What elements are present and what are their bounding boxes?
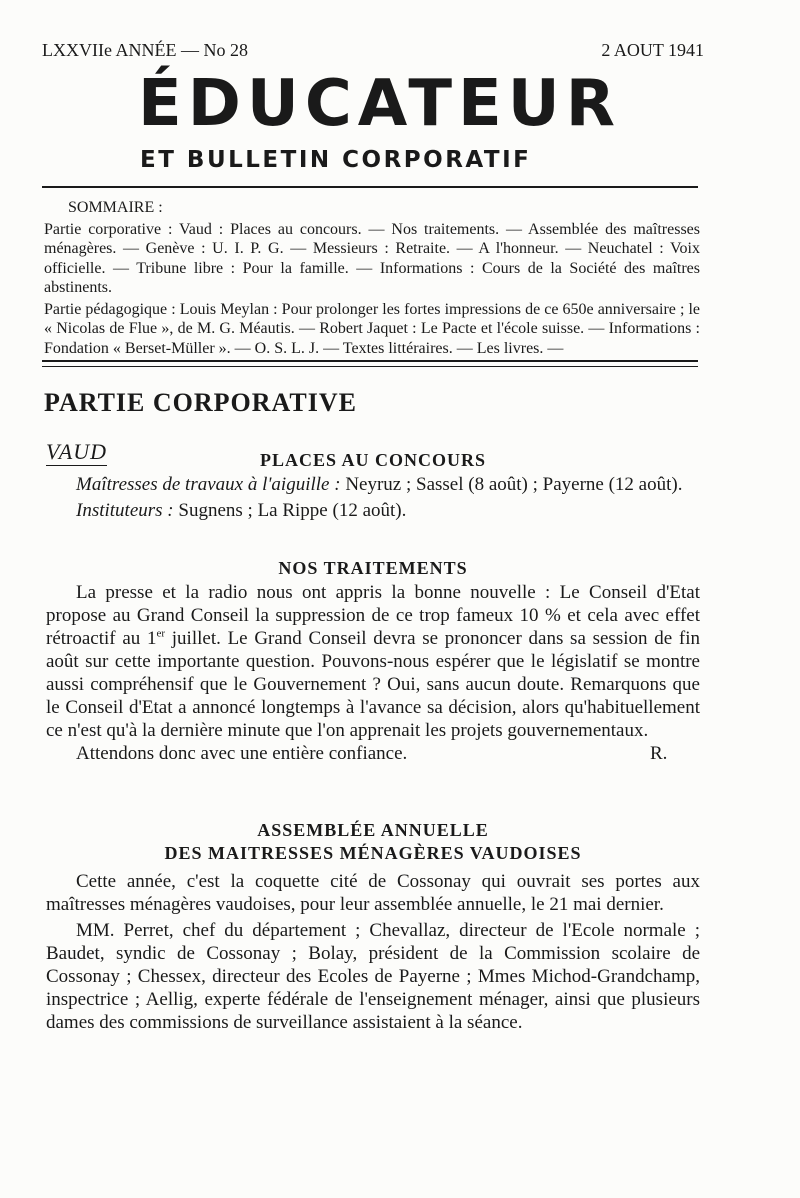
assemblee-paragraph-2: MM. Perret, chef du département ; Chevallaz, directeur de l'Ecole normale ; Baudet, syndic de Cossonay ; Bolay, président de la Commission scolaire de Cossonay ; Chessex, directeur des Ecoles de Payerne ; Mmes Michod-Grandchamp, inspectrice ; Aellig, experte fédérale de l'enseignement ménager, ainsi que plusieurs dames des commissions de surveillance assistaient à la séance. [46,920,700,1033]
masthead-title: ÉDUCATEUR [138,67,621,141]
traitements-paragraph-2 [46,742,700,765]
instituteurs-label: Instituteurs : [76,500,174,521]
traitements-paragraph-1 [46,581,700,742]
issue-date: 2 AOUT 1941 [601,40,704,60]
section-heading-partie-corporative: PARTIE CORPORATIVE [44,388,357,417]
canton-label-vaud: VAUD [46,439,108,464]
superscript-er: er [156,627,166,640]
traitements-text-b: juillet. Le Grand Conseil devra se prononcer dans sa session de fin août sur cette importante question. Pouvons-nous espérer que le législatif se montre aussi compréhensif que le Gouvernement ? Oui, sans aucun doute. Remarquons que le Conseil d'Etat a annoncé longtemps à l'avance sa décision, alors qu'habituellement ce n'est qu'à la dernière minute que l'on apprenait les projets gouvernementaux. [46,628,700,741]
maitresses-places: Neyruz ; Sassel (8 août) ; Payerne (12 août). [340,474,683,495]
masthead-subtitle: ET BULLETIN CORPORATIF [140,147,532,173]
places-content [46,473,700,522]
maitresses-label: Maîtresses de travaux à l'aiguille : [76,474,341,495]
places-instituteurs [46,499,700,522]
sommaire-heading: SOMMAIRE : [68,199,163,216]
heading-assemblee-line-2: DES MAITRESSES MÉNAGÈRES VAUDOISES [164,843,582,863]
table-of-contents [44,198,700,358]
sommaire-rule-bottom [42,366,698,367]
traitements-signature: R. [650,743,668,764]
instituteurs-places: Sugnens ; La Rippe (12 août). [173,500,407,521]
assemblee-paragraph-1: Cette année, c'est la coquette cité de Cossonay qui ouvrait ses portes aux maîtresses ménagères vaudoises, pour leur assemblée annuelle, le 21 mai dernier. [46,871,700,915]
sommaire-corporative: Partie corporative : Vaud : Places au concours. — Nos traitements. — Assemblée des maîtresses ménagères. — Genève : U. I. P. G. — Messieurs : Retraite. — A l'honneur. — Neuchatel : Voix officielle. — Tribune libre : Pour la famille. — Informations : Cours de la Société des maîtres abstinents. [44,220,700,296]
sommaire-rule-top [42,360,698,362]
heading-nos-traitements: NOS TRAITEMENTS [278,558,468,578]
assemblee-content [46,870,700,1034]
issue-number: LXXVIIe ANNÉE — No 28 [42,40,248,60]
traitements-text-a: La presse et la radio nous ont appris la bonne nouvelle : Le Conseil d'Etat propose au Grand Conseil la suppression de ce trop fameux 10 % et cela avec effet rétroactif au 1 [46,582,700,649]
sommaire-pedagogique: Partie pédagogique : Louis Meylan : Pour prolonger les fortes impressions de ce 650e anniversaire ; le « Nicolas de Flue », de M. G. Méautis. — Robert Jaquet : Le Pacte et l'école suisse. — Informations : Fondation « Berset-Müller ». — O. S. L. J. — Textes littéraires. — Les livres. — [44,300,700,357]
heading-places-au-concours: PLACES AU CONCOURS [259,450,487,470]
places-maitresses [46,473,700,496]
masthead-rule [42,186,698,188]
traitements-closing: Attendons donc avec une entière confiance. [76,743,408,764]
heading-assemblee-line-1: ASSEMBLÉE ANNUELLE [257,820,489,840]
traitements-content [46,581,700,765]
